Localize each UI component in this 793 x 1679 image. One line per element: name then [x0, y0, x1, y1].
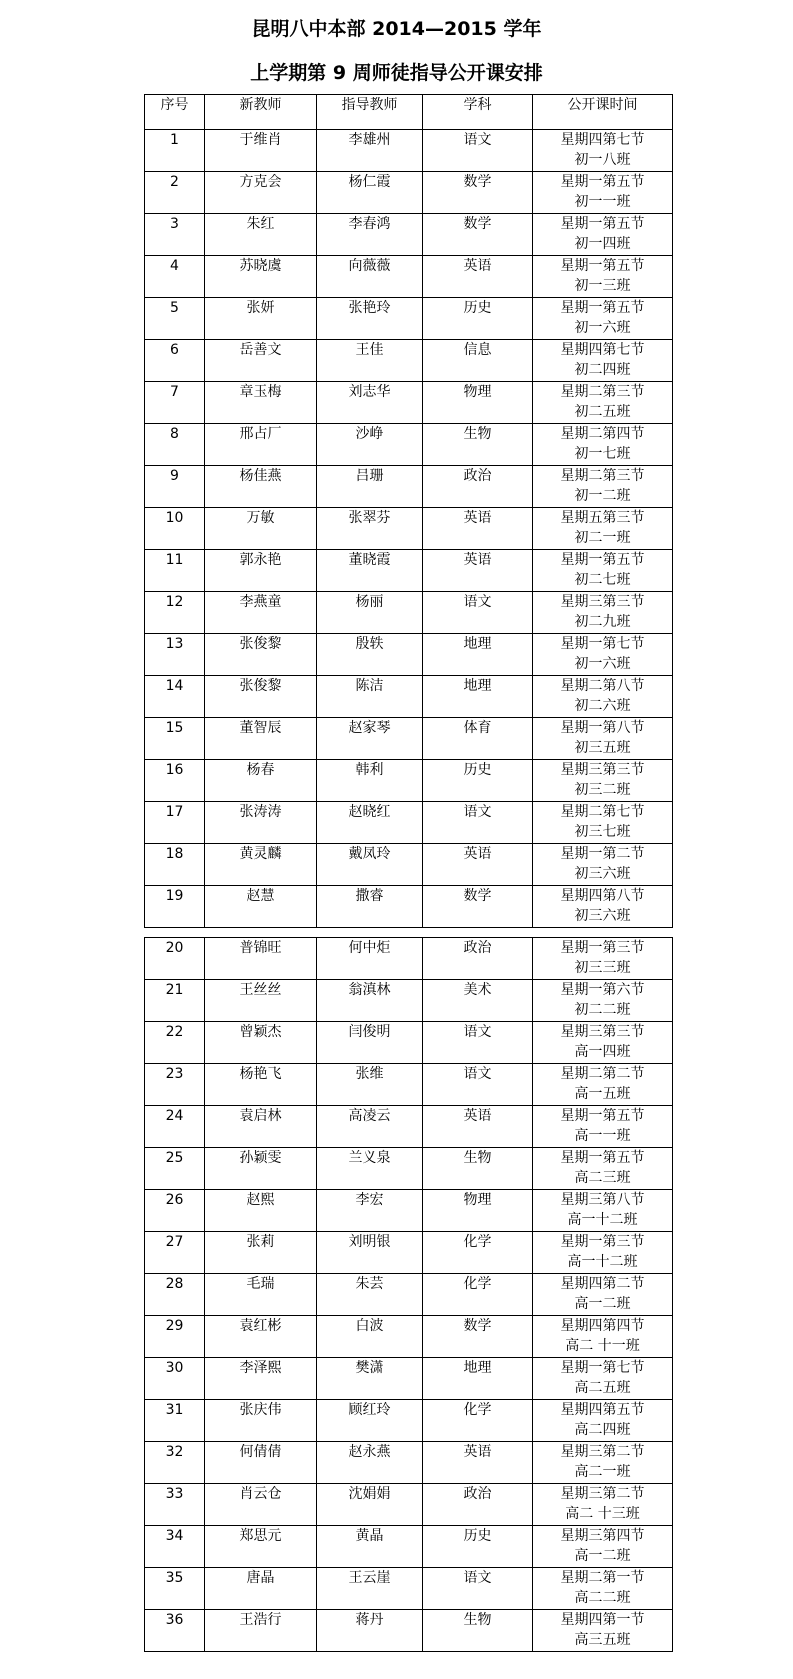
class-name: 初一一班: [574, 194, 631, 210]
mentor-cell: 刘志华: [317, 382, 423, 424]
class-name: 初二九班: [574, 614, 631, 630]
new-teacher-cell: 张俊黎: [205, 676, 317, 718]
row-number: 34: [145, 1526, 205, 1568]
class-time-cell: [533, 214, 673, 256]
class-name: 初三七班: [574, 824, 631, 840]
mentor-cell: 樊潇: [317, 1358, 423, 1400]
schedule-table-part2: [144, 937, 673, 1652]
mentor-cell: 赵永燕: [317, 1442, 423, 1484]
class-time-slot: 星期三第三节: [560, 762, 645, 778]
class-time-cell: [533, 1106, 673, 1148]
subject-cell: 物理: [423, 382, 533, 424]
subject-cell: 政治: [423, 1484, 533, 1526]
class-time-slot: 星期一第五节: [560, 300, 645, 316]
class-time-cell: [533, 592, 673, 634]
class-name: 高二三班: [574, 1170, 631, 1186]
subject-cell: 历史: [423, 298, 533, 340]
subject-cell: 英语: [423, 844, 533, 886]
class-time-cell: [533, 466, 673, 508]
class-time-cell: [533, 634, 673, 676]
class-time-cell: [533, 550, 673, 592]
row-number: 6: [145, 340, 205, 382]
new-teacher-cell: 张妍: [205, 298, 317, 340]
subject-cell: 语文: [423, 130, 533, 172]
class-time-slot: 星期三第二节: [560, 1444, 645, 1460]
row-number: 32: [145, 1442, 205, 1484]
class-time-slot: 星期一第七节: [560, 1360, 645, 1376]
subject-cell: 信息: [423, 340, 533, 382]
class-time-cell: [533, 256, 673, 298]
row-number: 3: [145, 214, 205, 256]
table-row: [145, 130, 673, 172]
subject-cell: 生物: [423, 1148, 533, 1190]
class-time-slot: 星期二第三节: [560, 384, 645, 400]
table-row: [145, 1106, 673, 1148]
row-number: 25: [145, 1148, 205, 1190]
mentor-cell: 李春鸿: [317, 214, 423, 256]
table-row: [145, 676, 673, 718]
subject-cell: 政治: [423, 938, 533, 980]
class-time-slot: 星期二第一节: [560, 1570, 645, 1586]
row-number: 27: [145, 1232, 205, 1274]
class-name: 初二七班: [574, 572, 631, 588]
mentor-cell: 张翠芬: [317, 508, 423, 550]
class-time-cell: [533, 1484, 673, 1526]
row-number: 33: [145, 1484, 205, 1526]
class-time-cell: [533, 1022, 673, 1064]
row-number: 9: [145, 466, 205, 508]
row-number: 20: [145, 938, 205, 980]
row-number: 7: [145, 382, 205, 424]
class-name: 高一二班: [574, 1296, 631, 1312]
new-teacher-cell: 万敏: [205, 508, 317, 550]
table-row: [145, 760, 673, 802]
table-row: [145, 382, 673, 424]
table-header-row: [145, 95, 673, 130]
row-number: 17: [145, 802, 205, 844]
mentor-cell: 董晓霞: [317, 550, 423, 592]
new-teacher-cell: 杨佳燕: [205, 466, 317, 508]
class-time-slot: 星期二第七节: [560, 804, 645, 820]
subject-cell: 生物: [423, 424, 533, 466]
class-time-cell: [533, 802, 673, 844]
class-time-slot: 星期一第五节: [560, 1150, 645, 1166]
subject-cell: 物理: [423, 1190, 533, 1232]
table-row: [145, 1484, 673, 1526]
new-teacher-cell: 毛瑞: [205, 1274, 317, 1316]
table-row: [145, 802, 673, 844]
subject-cell: 地理: [423, 676, 533, 718]
class-name: 初三六班: [574, 866, 631, 882]
table-row: [145, 718, 673, 760]
class-time-slot: 星期四第七节: [560, 132, 645, 148]
class-time-slot: 星期一第五节: [560, 552, 645, 568]
row-number: 31: [145, 1400, 205, 1442]
class-time-cell: [533, 760, 673, 802]
subject-cell: 数学: [423, 214, 533, 256]
class-time-slot: 星期二第三节: [560, 468, 645, 484]
subject-cell: 化学: [423, 1400, 533, 1442]
mentor-cell: 闫俊明: [317, 1022, 423, 1064]
class-name: 初一六班: [574, 656, 631, 672]
row-number: 28: [145, 1274, 205, 1316]
schedule-table-part1: [144, 94, 673, 928]
class-name: 高二 十一班: [565, 1338, 640, 1354]
class-name: 高二一班: [574, 1464, 631, 1480]
table-row: [145, 980, 673, 1022]
class-time-slot: 星期四第一节: [560, 1612, 645, 1628]
class-name: 高一五班: [574, 1086, 631, 1102]
class-time-cell: [533, 1568, 673, 1610]
class-name: 初一二班: [574, 488, 631, 504]
class-name: 初一四班: [574, 236, 631, 252]
row-number: 13: [145, 634, 205, 676]
mentor-cell: 刘明银: [317, 1232, 423, 1274]
class-name: 初一七班: [574, 446, 631, 462]
class-time-slot: 星期二第二节: [560, 1066, 645, 1082]
table-row: [145, 508, 673, 550]
mentor-cell: 赵家琴: [317, 718, 423, 760]
row-number: 5: [145, 298, 205, 340]
row-number: 11: [145, 550, 205, 592]
mentor-cell: 高凌云: [317, 1106, 423, 1148]
mentor-cell: 殷轶: [317, 634, 423, 676]
new-teacher-cell: 张俊黎: [205, 634, 317, 676]
class-time-cell: [533, 1358, 673, 1400]
new-teacher-cell: 张涛涛: [205, 802, 317, 844]
class-name: 初三三班: [574, 960, 631, 976]
header-new-teacher: 新教师: [205, 95, 317, 130]
new-teacher-cell: 王丝丝: [205, 980, 317, 1022]
header-subject: 学科: [423, 95, 533, 130]
subject-cell: 语文: [423, 1568, 533, 1610]
mentor-cell: 翁滇林: [317, 980, 423, 1022]
row-number: 1: [145, 130, 205, 172]
subject-cell: 英语: [423, 508, 533, 550]
class-time-cell: [533, 980, 673, 1022]
class-name: 高一二班: [574, 1548, 631, 1564]
class-time-cell: [533, 1274, 673, 1316]
table-row: [145, 592, 673, 634]
mentor-cell: 杨丽: [317, 592, 423, 634]
mentor-cell: 张维: [317, 1064, 423, 1106]
mentor-cell: 沈娟娟: [317, 1484, 423, 1526]
new-teacher-cell: 普锦旺: [205, 938, 317, 980]
table-row: [145, 844, 673, 886]
subject-cell: 英语: [423, 1442, 533, 1484]
mentor-cell: 撒睿: [317, 886, 423, 928]
class-time-slot: 星期二第八节: [560, 678, 645, 694]
subject-cell: 语文: [423, 592, 533, 634]
class-time-slot: 星期一第五节: [560, 258, 645, 274]
subject-cell: 历史: [423, 760, 533, 802]
new-teacher-cell: 章玉梅: [205, 382, 317, 424]
class-time-cell: [533, 886, 673, 928]
class-time-slot: 星期一第二节: [560, 846, 645, 862]
new-teacher-cell: 邢占厂: [205, 424, 317, 466]
class-time-slot: 星期四第七节: [560, 342, 645, 358]
subject-cell: 化学: [423, 1274, 533, 1316]
subject-cell: 体育: [423, 718, 533, 760]
class-name: 高一十二班: [567, 1254, 638, 1270]
class-time-cell: [533, 844, 673, 886]
table-row: [145, 1316, 673, 1358]
table-row: [145, 1358, 673, 1400]
row-number: 22: [145, 1022, 205, 1064]
class-time-cell: [533, 718, 673, 760]
class-name: 初二六班: [574, 698, 631, 714]
mentor-cell: 王佳: [317, 340, 423, 382]
mentor-cell: 李雄州: [317, 130, 423, 172]
class-time-slot: 星期一第八节: [560, 720, 645, 736]
subject-cell: 语文: [423, 1064, 533, 1106]
class-name: 高一十二班: [567, 1212, 638, 1228]
subject-cell: 英语: [423, 550, 533, 592]
subject-cell: 数学: [423, 886, 533, 928]
class-time-cell: [533, 1064, 673, 1106]
subject-cell: 历史: [423, 1526, 533, 1568]
subject-cell: 地理: [423, 1358, 533, 1400]
table-row: [145, 256, 673, 298]
mentor-cell: 黄晶: [317, 1526, 423, 1568]
class-time-slot: 星期三第四节: [560, 1528, 645, 1544]
subject-cell: 数学: [423, 172, 533, 214]
class-name: 初二一班: [574, 530, 631, 546]
class-time-slot: 星期三第三节: [560, 594, 645, 610]
new-teacher-cell: 赵熙: [205, 1190, 317, 1232]
mentor-cell: 李宏: [317, 1190, 423, 1232]
new-teacher-cell: 曾颖杰: [205, 1022, 317, 1064]
row-number: 15: [145, 718, 205, 760]
class-time-slot: 星期四第五节: [560, 1402, 645, 1418]
class-time-cell: [533, 424, 673, 466]
class-name: 高二 十三班: [565, 1506, 640, 1522]
new-teacher-cell: 李燕童: [205, 592, 317, 634]
row-number: 36: [145, 1610, 205, 1652]
subject-cell: 美术: [423, 980, 533, 1022]
row-number: 21: [145, 980, 205, 1022]
mentor-cell: 何中炬: [317, 938, 423, 980]
class-time-slot: 星期一第五节: [560, 174, 645, 190]
new-teacher-cell: 郭永艳: [205, 550, 317, 592]
table-row: [145, 550, 673, 592]
mentor-cell: 蒋丹: [317, 1610, 423, 1652]
new-teacher-cell: 袁启林: [205, 1106, 317, 1148]
table-row: [145, 1232, 673, 1274]
class-time-cell: [533, 1610, 673, 1652]
table-row: [145, 1610, 673, 1652]
class-time-slot: 星期一第三节: [560, 940, 645, 956]
header-class-time: 公开课时间: [533, 95, 673, 130]
mentor-cell: 韩利: [317, 760, 423, 802]
class-time-cell: [533, 1148, 673, 1190]
class-name: 高二五班: [574, 1380, 631, 1396]
new-teacher-cell: 赵慧: [205, 886, 317, 928]
mentor-cell: 陈洁: [317, 676, 423, 718]
new-teacher-cell: 王浩行: [205, 1610, 317, 1652]
table-row: [145, 1442, 673, 1484]
table-row: [145, 214, 673, 256]
new-teacher-cell: 岳善文: [205, 340, 317, 382]
table-row: [145, 886, 673, 928]
class-time-slot: 星期一第六节: [560, 982, 645, 998]
class-name: 初二四班: [574, 362, 631, 378]
subject-cell: 英语: [423, 1106, 533, 1148]
class-name: 初三二班: [574, 782, 631, 798]
new-teacher-cell: 朱红: [205, 214, 317, 256]
class-name: 高三五班: [574, 1632, 631, 1648]
mentor-cell: 王云崖: [317, 1568, 423, 1610]
new-teacher-cell: 苏晓虞: [205, 256, 317, 298]
row-number: 12: [145, 592, 205, 634]
row-number: 16: [145, 760, 205, 802]
header-mentor: 指导教师: [317, 95, 423, 130]
class-time-slot: 星期一第三节: [560, 1234, 645, 1250]
table-row: [145, 1022, 673, 1064]
table-row: [145, 1400, 673, 1442]
header-no: 序号: [145, 95, 205, 130]
class-time-slot: 星期一第七节: [560, 636, 645, 652]
table-row: [145, 634, 673, 676]
table-row: [145, 172, 673, 214]
table-row: [145, 340, 673, 382]
new-teacher-cell: 张庆伟: [205, 1400, 317, 1442]
table-row: [145, 466, 673, 508]
class-time-cell: [533, 298, 673, 340]
row-number: 35: [145, 1568, 205, 1610]
table-row: [145, 298, 673, 340]
class-time-cell: [533, 1190, 673, 1232]
class-name: 初一六班: [574, 320, 631, 336]
class-time-slot: 星期三第八节: [560, 1192, 645, 1208]
document-title: 昆明八中本部 2014—2015 学年: [251, 18, 542, 40]
mentor-cell: 赵晓红: [317, 802, 423, 844]
subject-cell: 英语: [423, 256, 533, 298]
row-number: 30: [145, 1358, 205, 1400]
new-teacher-cell: 何倩倩: [205, 1442, 317, 1484]
class-name: 初一八班: [574, 152, 631, 168]
row-number: 26: [145, 1190, 205, 1232]
class-name: 初二二班: [574, 1002, 631, 1018]
new-teacher-cell: 郑思元: [205, 1526, 317, 1568]
class-time-cell: [533, 172, 673, 214]
row-number: 8: [145, 424, 205, 466]
class-name: 高一四班: [574, 1044, 631, 1060]
row-number: 23: [145, 1064, 205, 1106]
table-row: [145, 1190, 673, 1232]
row-number: 19: [145, 886, 205, 928]
subject-cell: 语文: [423, 1022, 533, 1064]
table-row: [145, 1148, 673, 1190]
subject-cell: 政治: [423, 466, 533, 508]
new-teacher-cell: 李泽熙: [205, 1358, 317, 1400]
class-time-slot: 星期一第五节: [560, 216, 645, 232]
class-name: 初二五班: [574, 404, 631, 420]
class-time-slot: 星期二第四节: [560, 426, 645, 442]
new-teacher-cell: 方克会: [205, 172, 317, 214]
class-time-cell: [533, 1442, 673, 1484]
mentor-cell: 白波: [317, 1316, 423, 1358]
subject-cell: 地理: [423, 634, 533, 676]
new-teacher-cell: 于维肖: [205, 130, 317, 172]
class-time-slot: 星期四第二节: [560, 1276, 645, 1292]
new-teacher-cell: 杨春: [205, 760, 317, 802]
table-row: [145, 1568, 673, 1610]
class-time-cell: [533, 1232, 673, 1274]
class-name: 高二二班: [574, 1590, 631, 1606]
mentor-cell: 兰义泉: [317, 1148, 423, 1190]
mentor-cell: 张艳玲: [317, 298, 423, 340]
new-teacher-cell: 董智辰: [205, 718, 317, 760]
table-row: [145, 1526, 673, 1568]
class-time-slot: 星期五第三节: [560, 510, 645, 526]
class-time-slot: 星期四第八节: [560, 888, 645, 904]
mentor-cell: 沙峥: [317, 424, 423, 466]
new-teacher-cell: 肖云仓: [205, 1484, 317, 1526]
class-time-slot: 星期一第五节: [560, 1108, 645, 1124]
table-row: [145, 1064, 673, 1106]
table-row: [145, 938, 673, 980]
class-time-cell: [533, 382, 673, 424]
class-time-slot: 星期三第三节: [560, 1024, 645, 1040]
class-time-cell: [533, 1526, 673, 1568]
table-row: [145, 424, 673, 466]
new-teacher-cell: 张莉: [205, 1232, 317, 1274]
document-subtitle: 上学期第 9 周师徒指导公开课安排: [250, 62, 543, 84]
class-name: 初三六班: [574, 908, 631, 924]
row-number: 24: [145, 1106, 205, 1148]
row-number: 18: [145, 844, 205, 886]
new-teacher-cell: 袁红彬: [205, 1316, 317, 1358]
row-number: 2: [145, 172, 205, 214]
subject-cell: 生物: [423, 1610, 533, 1652]
row-number: 14: [145, 676, 205, 718]
class-name: 高二四班: [574, 1422, 631, 1438]
mentor-cell: 向薇薇: [317, 256, 423, 298]
class-name: 初一三班: [574, 278, 631, 294]
mentor-cell: 顾红玲: [317, 1400, 423, 1442]
class-time-cell: [533, 938, 673, 980]
class-time-cell: [533, 1316, 673, 1358]
class-name: 初三五班: [574, 740, 631, 756]
mentor-cell: 朱芸: [317, 1274, 423, 1316]
mentor-cell: 吕珊: [317, 466, 423, 508]
class-name: 高一一班: [574, 1128, 631, 1144]
class-time-cell: [533, 130, 673, 172]
class-time-cell: [533, 1400, 673, 1442]
class-time-cell: [533, 508, 673, 550]
subject-cell: 语文: [423, 802, 533, 844]
row-number: 29: [145, 1316, 205, 1358]
subject-cell: 数学: [423, 1316, 533, 1358]
mentor-cell: 杨仁霞: [317, 172, 423, 214]
new-teacher-cell: 唐晶: [205, 1568, 317, 1610]
class-time-slot: 星期四第四节: [560, 1318, 645, 1334]
row-number: 4: [145, 256, 205, 298]
subject-cell: 化学: [423, 1232, 533, 1274]
new-teacher-cell: 黄灵麟: [205, 844, 317, 886]
table-row: [145, 1274, 673, 1316]
new-teacher-cell: 杨艳飞: [205, 1064, 317, 1106]
class-time-cell: [533, 676, 673, 718]
new-teacher-cell: 孙颖雯: [205, 1148, 317, 1190]
class-time-cell: [533, 340, 673, 382]
row-number: 10: [145, 508, 205, 550]
mentor-cell: 戴凤玲: [317, 844, 423, 886]
class-time-slot: 星期三第二节: [560, 1486, 645, 1502]
